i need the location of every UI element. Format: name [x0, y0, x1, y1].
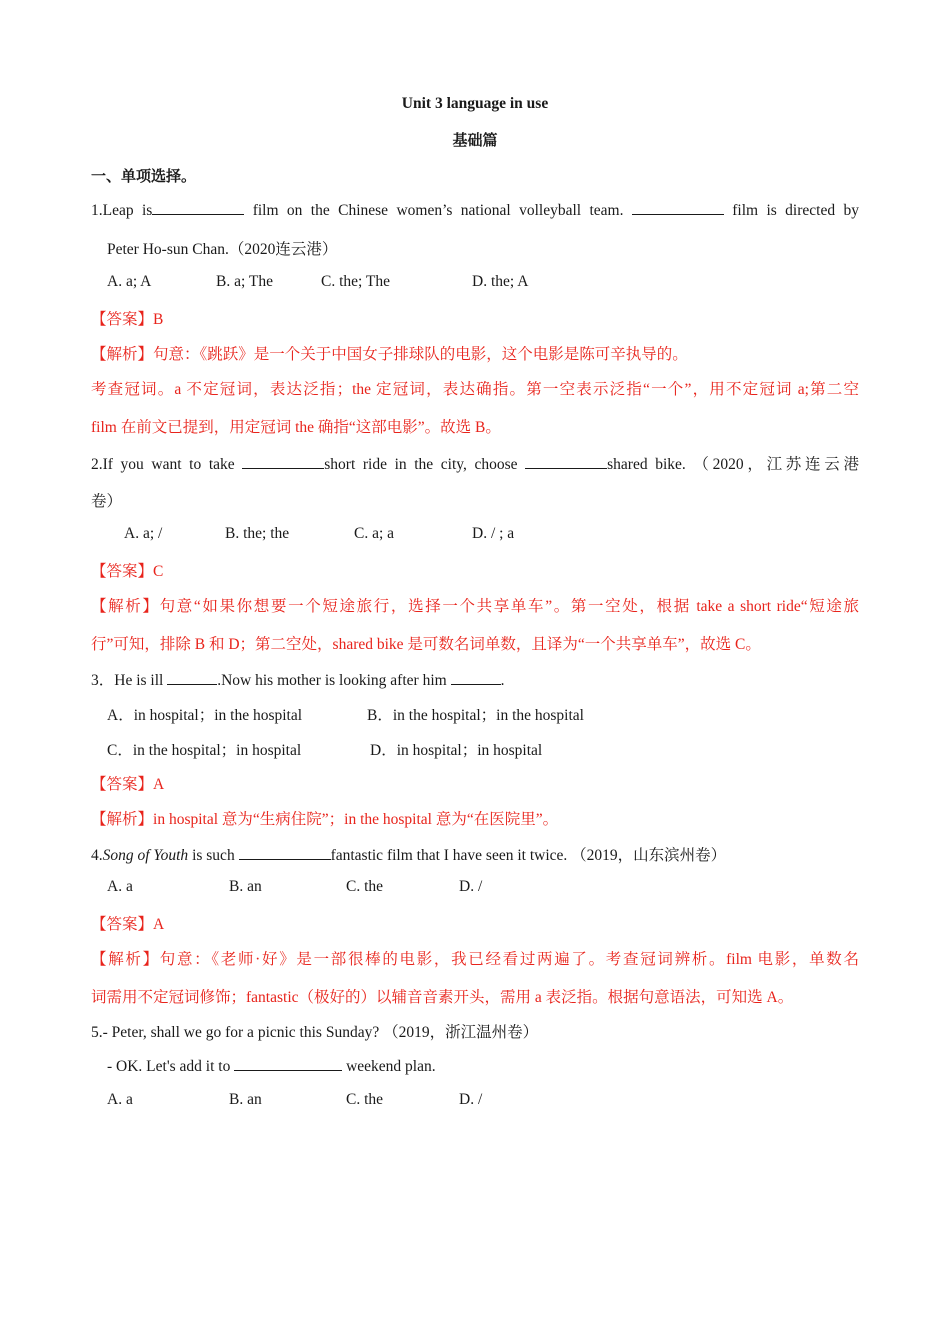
- question-1-analysis: 【解析】句意：《跳跃》是一个关于中国女子排球队的电影，这个电影是陈可辛执导的。: [91, 346, 688, 363]
- question-2-option-b: B. the; the: [225, 525, 290, 542]
- question-3-option-a: A．in hospital；in the hospital: [107, 707, 303, 724]
- question-1-option-a: A. a; A: [107, 273, 152, 290]
- question-5-option-d: D. /: [459, 1091, 483, 1108]
- question-3-stem: 3．He is ill .Now his mother is looking after him .: [91, 672, 505, 689]
- question-2-option-a: A. a; /: [124, 525, 163, 542]
- question-4-option-a: A. a: [107, 878, 133, 895]
- answer-blank: [242, 454, 324, 469]
- question-1-analysis-line-3: film 在前文已提到，用定冠词 the 确指“这部电影”。故选 B。: [91, 419, 501, 436]
- section-subtitle: 基础篇: [452, 131, 498, 149]
- question-5-stem-cont: - OK. Let's add it to weekend plan.: [107, 1058, 436, 1075]
- answer-blank: [239, 845, 331, 860]
- question-4-option-d: D. /: [459, 878, 483, 895]
- document-title: Unit 3 language in use: [401, 95, 549, 112]
- question-2-option-c: C. a; a: [354, 525, 395, 542]
- question-3-option-c: C．in the hospital；in hospital: [107, 742, 302, 759]
- section-heading: 一、单项选择。: [91, 167, 197, 185]
- answer-blank: [152, 200, 244, 215]
- question-3-answer: 【答案】A: [91, 776, 165, 793]
- question-3-option-b: B．in the hospital；in the hospital: [367, 707, 584, 724]
- question-5-option-b: B. an: [229, 1091, 262, 1108]
- question-1-option-c: C. the; The: [321, 273, 391, 290]
- question-4-answer: 【答案】A: [91, 916, 165, 933]
- answer-blank: [234, 1056, 342, 1071]
- answer-blank: [167, 670, 217, 685]
- question-4-stem: 4.Song of Youth is such fantastic film that I have seen it twice. （2019，山东滨州卷）: [91, 847, 727, 864]
- question-1-analysis-line-2: 考查冠词。a 不定冠词，表达泛指；the 定冠词，表达确指。第一空表示泛指“一个”，用不定冠词 a;第二空: [91, 381, 859, 398]
- question-1-stem: 1.Leap is film on the Chinese women’s national volleyball team. film is directed by: [91, 202, 859, 219]
- question-3-option-d: D．in hospital；in hospital: [370, 742, 543, 759]
- question-1-stem-cont: Peter Ho-sun Chan.（2020连云港）: [107, 241, 338, 258]
- question-4-analysis: 【解析】句意：《老师·好》是一部很棒的电影，我已经看过两遍了。考查冠词辨析。film 电影，单数名: [91, 951, 859, 968]
- question-1-answer: 【答案】B: [91, 311, 164, 328]
- question-2-analysis: 【解析】句意“如果你想要一个短途旅行，选择一个共享单车”。第一空处，根据 take a short ride“短途旅: [91, 598, 859, 615]
- question-2-analysis-line-2: 行”可知，排除 B 和 D；第二空处，shared bike 是可数名词单数，且译为“一个共享单车”，故选 C。: [91, 636, 761, 653]
- answer-blank: [632, 200, 724, 215]
- question-5-option-c: C. the: [346, 1091, 384, 1108]
- question-2-stem: 2.If you want to take short ride in the city, choose shared bike. （2020，江苏连云港: [91, 456, 860, 473]
- question-5-option-a: A. a: [107, 1091, 133, 1108]
- answer-blank: [525, 454, 607, 469]
- question-2-option-d: D. / ; a: [472, 525, 515, 542]
- question-1-option-b: B. a; The: [216, 273, 273, 290]
- question-2-stem-cont: 卷）: [91, 493, 123, 510]
- question-3-analysis: 【解析】in hospital 意为“生病住院”；in the hospital 意为“在医院里”。: [91, 811, 559, 828]
- question-4-option-c: C. the: [346, 878, 384, 895]
- question-5-stem: 5.- Peter, shall we go for a picnic this Sunday? （2019，浙江温州卷）: [91, 1024, 539, 1041]
- question-2-answer: 【答案】C: [91, 563, 164, 580]
- question-4-option-b: B. an: [229, 878, 262, 895]
- question-1-option-d: D. the; A: [472, 273, 529, 290]
- question-4-analysis-line-2: 词需用不定冠词修饰；fantastic（极好的）以辅音音素开头，需用 a 表泛指。根据句意语法，可知选 A。: [91, 989, 794, 1006]
- answer-blank: [451, 670, 501, 685]
